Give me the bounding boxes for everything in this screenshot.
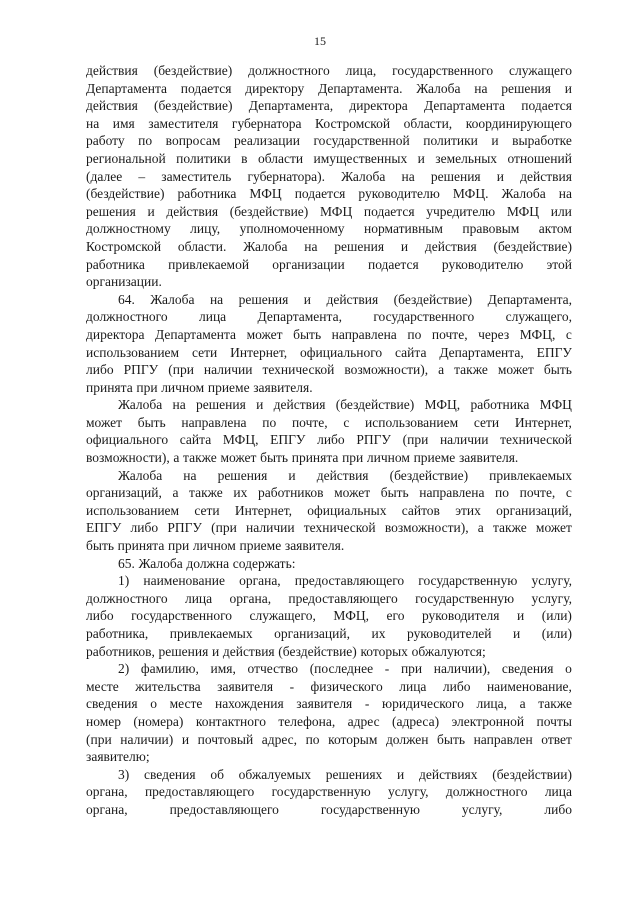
- text-line: либо государственного служащего, МФЦ, его руководителя и (или): [86, 608, 572, 624]
- text-line: 65. Жалоба должна содержать:: [118, 555, 296, 571]
- text-line: (при наличии) и почтовый адрес, по которым должен быть направлен ответ: [86, 731, 572, 747]
- text-line: работника привлекаемой организации подается руководителю этой: [86, 256, 572, 272]
- text-line: 64. Жалоба на решения и действия (бездействие) Департамента,: [118, 291, 572, 307]
- text-line: официального сайта МФЦ, ЕПГУ либо РПГУ (при наличии технической: [86, 432, 572, 448]
- text-line: директора Департамента может быть направлена по почте, через МФЦ, с: [86, 326, 572, 342]
- text-line: действия (бездействие) должностного лица, государственного служащего: [86, 63, 572, 78]
- text-line: должностному лицу, уполномоченному нормативным правовым актом: [86, 221, 572, 237]
- text-line: региональной политики в области имущественных и земельных отношений: [86, 150, 572, 166]
- text-line: работников, решения и действия (бездействие) которых обжалуются;: [86, 643, 486, 659]
- text-line: Департамента подается директору Департамента. Жалоба на решения и: [86, 80, 572, 96]
- text-line: Жалоба на решения и действия (бездействие) привлекаемых: [118, 467, 572, 483]
- text-line: работу по вопросам реализации государственной политики и выработке: [86, 133, 572, 149]
- text-line: органа, предоставляющего государственную услугу, либо: [86, 801, 572, 817]
- text-line: 3) сведения об обжалуемых решениях и действиях (бездействии): [118, 766, 572, 782]
- text-line: на имя заместителя губернатора Костромской области, координирующего: [86, 115, 572, 131]
- text-line: использованием сети Интернет, официальных сайтов этих организаций,: [86, 502, 572, 518]
- text-line: номер (номера) контактного телефона, адрес (адреса) электронной почты: [86, 713, 572, 729]
- text-line: организаций, а также их работников может быть направлена по почте, с: [86, 485, 572, 501]
- text-line: быть принята при личном приеме заявителя.: [86, 538, 345, 554]
- text-line: использованием сети Интернет, официального сайта Департамента, ЕПГУ: [86, 344, 572, 360]
- text-line: (бездействие) работника МФЦ подается руководителю МФЦ. Жалоба на: [86, 186, 572, 202]
- text-line: должностного лица органа, предоставляющего государственную услугу,: [86, 590, 572, 606]
- text-line: Костромской области. Жалоба на решения и действия (бездействие): [86, 238, 572, 254]
- document-body: [86, 62, 572, 819]
- text-line: 1) наименование органа, предоставляющего государственную услугу,: [118, 573, 572, 589]
- text-line: органа, предоставляющего государственную услугу, должностного лица: [86, 784, 572, 800]
- text-line: либо РПГУ (при наличии технической возможности), а также может быть: [86, 362, 572, 378]
- text-line: организации.: [86, 274, 162, 290]
- text-line: решения и действия (бездействие) МФЦ подается учредителю МФЦ или: [86, 203, 572, 219]
- text-line: Жалоба на решения и действия (бездействие) МФЦ, работника МФЦ: [118, 397, 572, 413]
- text-line: принята при личном приеме заявителя.: [86, 379, 313, 395]
- text-line: 2) фамилию, имя, отчество (последнее - при наличии), сведения о: [118, 661, 572, 677]
- text-line: (далее – заместитель губернатора). Жалоба на решения и действия: [86, 168, 572, 184]
- text-line: возможности), а также может быть принята при личном приеме заявителя.: [86, 450, 519, 466]
- text-line: должностного лица Департамента, государственного служащего,: [86, 309, 572, 325]
- text-line: заявителю;: [86, 749, 150, 765]
- page-number: 15: [314, 34, 326, 48]
- text-line: действия (бездействие) Департамента, директора Департамента подается: [86, 98, 572, 114]
- text-line: месте жительства заявителя - физического лица либо наименование,: [86, 678, 572, 694]
- text-line: сведения о месте нахождения заявителя - юридического лица, а также: [86, 696, 572, 712]
- text-line: работника, привлекаемых организаций, их руководителей и (или): [86, 626, 572, 641]
- text-line: может быть направлена по почте, с использованием сети Интернет,: [86, 414, 572, 430]
- text-line: ЕПГУ либо РПГУ (при наличии технической возможности), а также может: [86, 520, 572, 536]
